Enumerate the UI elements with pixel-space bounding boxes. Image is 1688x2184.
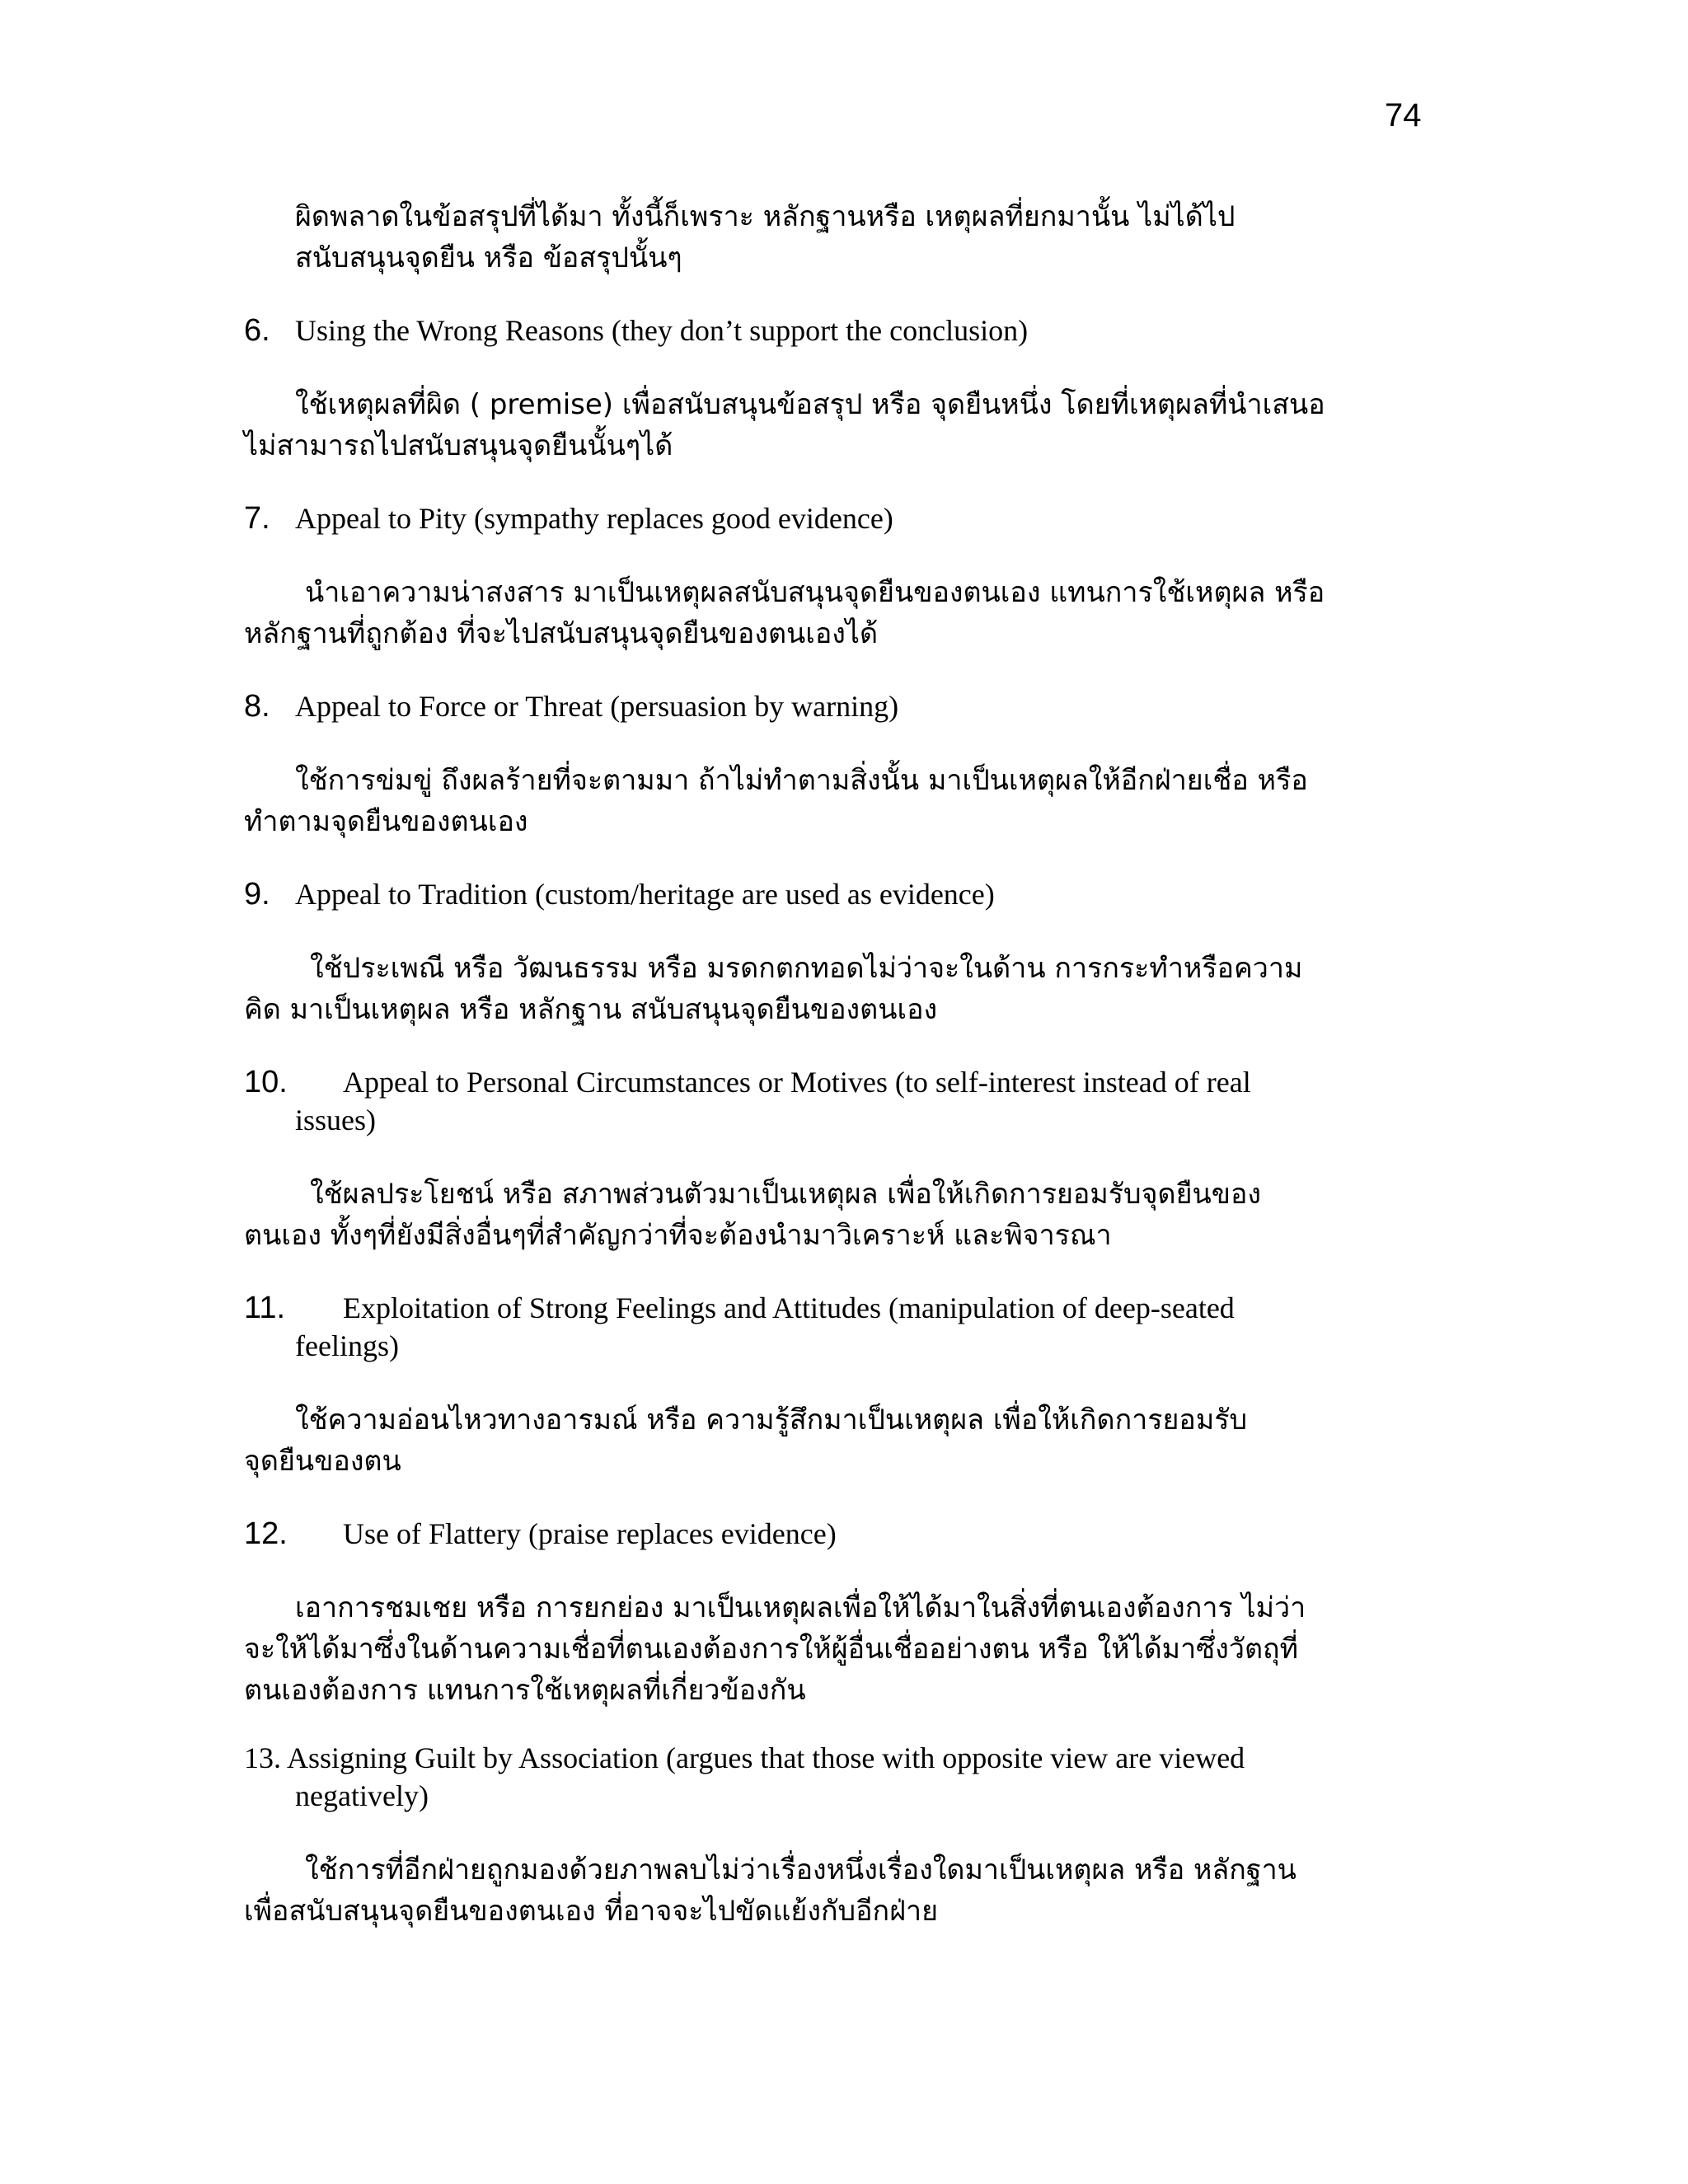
- fallacy-heading-13: [0, 1739, 1688, 1815]
- text-line: เอาการชมเชย หรือ การยกย่อง มาเป็นเหตุผลเพื่อให้ได้มาในสิ่งที่ตนเองต้องการ ไม่ว่า: [295, 1591, 1306, 1624]
- fallacy-description-13: [0, 1849, 1688, 1932]
- intro-paragraph: [0, 196, 1688, 279]
- fallacy-description-11: [0, 1399, 1688, 1482]
- text-line: ไม่สามารถไปสนับสนุนจุดยืนนั้นๆได้: [244, 429, 673, 462]
- text-line: ใช้ความอ่อนไหวทางอารมณ์ หรือ ความรู้สึกมาเป็นเหตุผล เพื่อให้เกิดการยอมรับ: [295, 1404, 1248, 1436]
- fallacy-description-12: [0, 1587, 1688, 1711]
- heading-line: feelings): [295, 1329, 399, 1362]
- item-number: 7.: [244, 501, 270, 536]
- text-line: ผิดพลาดในข้อสรุปที่ได้มา ทั้งนี้ก็เพราะ หลักฐานหรือ เหตุผลที่ยกมานั้น ไม่ได้ไป: [295, 200, 1236, 233]
- item-number: 11.: [244, 1291, 286, 1325]
- fallacy-heading-11: [0, 1289, 1688, 1365]
- heading-line: Appeal to Tradition (custom/heritage are used as evidence): [295, 878, 995, 911]
- fallacy-description-7: [0, 572, 1688, 654]
- text-line: ทำตามจุดยืนของตนเอง: [244, 805, 528, 838]
- item-number: 12.: [244, 1516, 288, 1551]
- heading-line: Appeal to Personal Circumstances or Motives (to self-interest instead of real: [343, 1066, 1251, 1099]
- fallacy-heading-10: [0, 1063, 1688, 1139]
- heading-line: issues): [295, 1104, 376, 1137]
- heading-line: [244, 1739, 1245, 1777]
- fallacy-description-9: [0, 948, 1688, 1030]
- item-number: 6.: [244, 313, 270, 348]
- fallacy-description-6: [0, 384, 1688, 466]
- heading-line: Using the Wrong Reasons (they don’t support the conclusion): [295, 314, 1029, 347]
- text-line: หลักฐานที่ถูกต้อง ที่จะไปสนับสนุนจุดยืนของตนเองได้: [244, 617, 879, 650]
- item-number: 9.: [244, 877, 270, 912]
- text-line: ตนเอง ทั้งๆที่ยังมีสิ่งอื่นๆที่สำคัญกว่าที่จะต้องนำมาวิเคราะห์ และพิจารณา: [244, 1219, 1112, 1252]
- text-line: เพื่อสนับสนุนจุดยืนของตนเอง ที่อาจจะไปขัดแย้งกับอีกฝ่าย: [244, 1895, 939, 1928]
- text-line: คิด มาเป็นเหตุผล หรือ หลักฐาน สนับสนุนจุดยืนของตนเอง: [244, 993, 938, 1026]
- text-line: นำเอาความน่าสงสาร มาเป็นเหตุผลสนับสนุนจุดยืนของตนเอง แทนการใช้เหตุผล หรือ: [305, 576, 1325, 609]
- fallacy-description-10: [0, 1174, 1688, 1256]
- item-number: 10.: [244, 1065, 288, 1099]
- text-line: ใช้การข่มขู่ ถึงผลร้ายที่จะตามมา ถ้าไม่ทำตามสิ่งนั้น มาเป็นเหตุผลให้อีกฝ่ายเชื่อ หรือ: [295, 764, 1308, 797]
- text-line: ตนเองต้องการ แทนการใช้เหตุผลที่เกี่ยวข้องกัน: [244, 1674, 806, 1707]
- text-line: ใช้ประเพณี หรือ วัฒนธรรม หรือ มรดกตกทอดไม่ว่าจะในด้าน การกระทำหรือความ: [310, 952, 1303, 985]
- heading-line: Exploitation of Strong Feelings and Attitudes (manipulation of deep-seated: [343, 1291, 1235, 1324]
- heading-line: Use of Flattery (praise replaces evidence): [343, 1517, 837, 1550]
- heading-text: Assigning Guilt by Association (argues that those with opposite view are viewed: [287, 1741, 1245, 1774]
- text-line: ใช้ผลประโยชน์ หรือ สภาพส่วนตัวมาเป็นเหตุผล เพื่อให้เกิดการยอมรับจุดยืนของ: [310, 1178, 1262, 1211]
- item-number: 8.: [244, 689, 270, 724]
- text-line: จะให้ได้มาซึ่งในด้านความเชื่อที่ตนเองต้องการให้ผู้อื่นเชื่ออย่างตน หรือ ให้ได้มาซึ่งวัตถุที่: [244, 1633, 1299, 1666]
- heading-line: negatively): [295, 1779, 429, 1812]
- fallacy-description-8: [0, 760, 1688, 842]
- item-number: 13.: [244, 1741, 281, 1774]
- heading-line: Appeal to Force or Threat (persuasion by warning): [295, 690, 899, 723]
- text-line: จุดยืนของตน: [244, 1445, 401, 1478]
- page-number: 74: [1385, 97, 1422, 134]
- text-line: สนับสนุนจุดยืน หรือ ข้อสรุปนั้นๆ: [295, 241, 682, 274]
- heading-line: Appeal to Pity (sympathy replaces good evidence): [295, 502, 893, 535]
- text-line: ใช้การที่อีกฝ่ายถูกมองด้วยภาพลบไม่ว่าเรื่องหนึ่งเรื่องใดมาเป็นเหตุผล หรือ หลักฐาน: [305, 1854, 1296, 1886]
- text-line: ใช้เหตุผลที่ผิด ( premise) เพื่อสนับสนุนข้อสรุป หรือ จุดยืนหนึ่ง โดยที่เหตุผลที่นำเสนอ: [295, 388, 1325, 421]
